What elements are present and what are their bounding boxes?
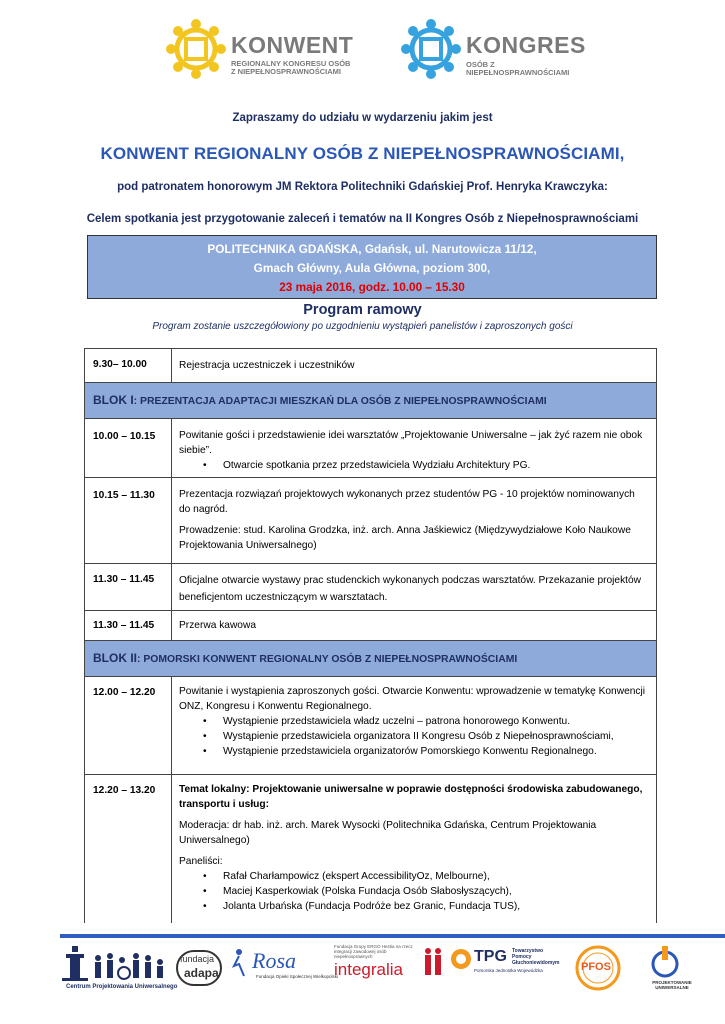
footer-divider [60,934,725,938]
row-description: Oficjalne otwarcie wystawy prac studenckich wykonanych podczas warsztatów. Przekazanie projektów beneficjentom uczestniczącym w warsztatach. [179,575,642,603]
pu-emblem-icon [648,944,682,978]
list-item: • Wystąpienie przedstawiciela organizatora II Kongresu Osób z Niepełnosprawnościami, [203,729,648,744]
row-description: Prezentacja rozwiązań projektowych wykonanych przez studentów PG - 10 projektów nominowanych do nagród. Prowadzenie: stud. Karolina Grodzka, inż. arch. Anna Jaśkiewicz (Międzywydziałowe Koło Naukowe Projektowania Uniwersalnego) [179,489,635,551]
row-time: 12.20 – 13.20 [93,785,156,796]
row-description: Rejestracja uczestniczek i uczestników [179,360,355,371]
konwent-logo [165,16,365,86]
kongres-subtitle: OSÓB Z NIEPEŁNOSPRAWNOŚCIAMI [466,60,570,77]
block-header-1: BLOK I: PREZENTACJA ADAPTACJI MIESZKAŃ DLA OSÓB Z NIEPEŁNOSPRAWNOŚCIAMI [84,383,657,419]
adapa-logo: fundacja adapa [174,942,226,997]
patron-text: pod patronatem honorowym JM Rektora Politechniki Gdańskiej Prof. Henryka Krawczyka: [117,181,608,193]
konwent-emblem-icon [165,18,227,80]
table-row [84,775,657,923]
list-item: • Wystąpienie przedstawiciela organizatorów Pomorskiego Konwentu Regionalnego. [203,744,648,759]
konwent-word: KONWENT [231,32,354,58]
row-time: 11.30 – 11.45 [93,574,155,585]
main-title: KONWENT REGIONALNY OSÓB Z NIEPEŁNOSPRAWNOŚCIAMI, [100,144,625,163]
list-item: • Wystąpienie przedstawiciela władz uczelni – patrona honorowego Konwentu. [203,714,648,729]
list-item: • Rafał Charłampowicz (ekspert AccessibilityOz, Melbourne), [203,869,648,884]
schedule-table [84,348,657,923]
row-description: Powitanie gości i przedstawienie idei warsztatów „Projektowanie Uniwersalne – jak żyć razem nie obok siebie”. • Otwarcie spotkania przez przedstawiciela Wydziału Architektury PG. [179,419,656,473]
cpu-logo [58,942,178,997]
table-row [84,677,657,775]
row-time: 10.00 – 10.15 [93,431,156,442]
row-time: 9.30– 10.00 [93,359,147,370]
row-time: 12.00 – 12.20 [93,687,156,698]
table-row [84,564,657,611]
venue-line-1: POLITECHNIKA GDAŃSKA, Gdańsk, ul. Narutowicza 11/12, [207,242,537,256]
people-icon [422,946,444,980]
goal-text: Celem spotkania jest przygotowanie zaleceń i tematów na II Kongres Osób z Niepełnosprawnościami [86,213,639,225]
venue-box [87,235,657,299]
tpg-logo: TPG Towarzystwo Pomocy Głuchoniewidomym Pomorska Jednostka Wojewódzka [450,942,560,997]
rosa-logo: Rosa Fundacja Opieki Społecznej Wielkopolski [230,942,330,997]
venue-line-2: Gmach Główny, Aula Główna, poziom 300, [253,261,491,275]
row-time: 10.15 – 11.30 [93,490,155,501]
kongres-emblem-icon [400,18,462,80]
header-logos [0,16,725,86]
table-row [84,419,657,478]
row-description: Temat lokalny: Projektowanie uniwersalne w poprawie dostępności środowiska zabudowanego, transportu i usług: Moderacja: dr hab. inż. arch. Marek Wysocki (Politechnika Gdańska, Centrum Projektowania Uniwersalnego) Paneliści: • Rafał Charłampowicz (ekspert AccessibilityOz, Melbourne), • Maciej Kasperkowiak (Polska Fundacja Osób Słabosłyszących), • Jolanta Urbańska (Fundacja Podróże bez Granic, Fundacja TUS), [179,775,656,914]
row-description: Powitanie i wystąpienia zaproszonych gości. Otwarcie Konwentu: wprowadzenie w tematykę Konwencji ONZ, Kongresu i Konwentu Regionalnego. • Wystąpienie przedstawiciela władz uczelni – patrona honorowego Konwentu. • Wystąpienie przedstawiciela organizatora II Kongresu Osób z Niepełnosprawnościami, • Wystąpienie przedstawiciela organizatorów Pomorskiego Konwentu Regionalnego. [179,677,656,759]
integralia-logo: Fundacja Grupy ERGO Hestia na rzecz integracji zawodowej osób niepełnosprawnych integralia [334,942,446,997]
kongres-logo [400,16,600,86]
venue-date: 23 maja 2016, godz. 10.00 – 15.30 [279,280,465,294]
figure-icon [230,948,248,978]
hand-icon [450,948,472,970]
row-time: 11.30 – 11.45 [93,620,155,631]
program-note: Program zostanie uszczegółowiony po uzgodnieniu wystąpień panelistów i zaproszonych gości [152,321,573,332]
konwent-subtitle: REGIONALNY KONGRESU OSÓB Z NIEPEŁNOSPRAWNOŚCIAMI [231,59,351,76]
row-description: Przerwa kawowa [179,620,256,631]
kongres-word: KONGRES [466,32,586,58]
list-item: • Otwarcie spotkania przez przedstawiciela Wydziału Architektury PG. [203,458,648,473]
people-icon [58,942,170,982]
list-item: • Maciej Kasperkowiak (Polska Fundacja Osób Słabosłyszących), [203,884,648,899]
table-row [84,478,657,564]
pu-logo: PROJEKTOWANIE UNIWERSALNE [640,942,700,997]
cpu-label: Centrum Projektowania Uniwersalnego [66,984,178,990]
table-row [84,611,657,641]
program-title: Program ramowy [303,302,422,318]
pfos-logo: PFOS [566,942,632,997]
block-header-2: BLOK II: POMORSKI KONWENT REGIONALNY OSÓB Z NIEPEŁNOSPRAWNOŚCIAMI [84,641,657,677]
sponsor-logos [0,942,725,1002]
list-item: • Jolanta Urbańska (Fundacja Podróże bez Granic, Fundacja TUS), [203,899,648,914]
table-row [84,349,657,383]
invite-text: Zapraszamy do udziału w wydarzeniu jakim jest [232,112,493,124]
